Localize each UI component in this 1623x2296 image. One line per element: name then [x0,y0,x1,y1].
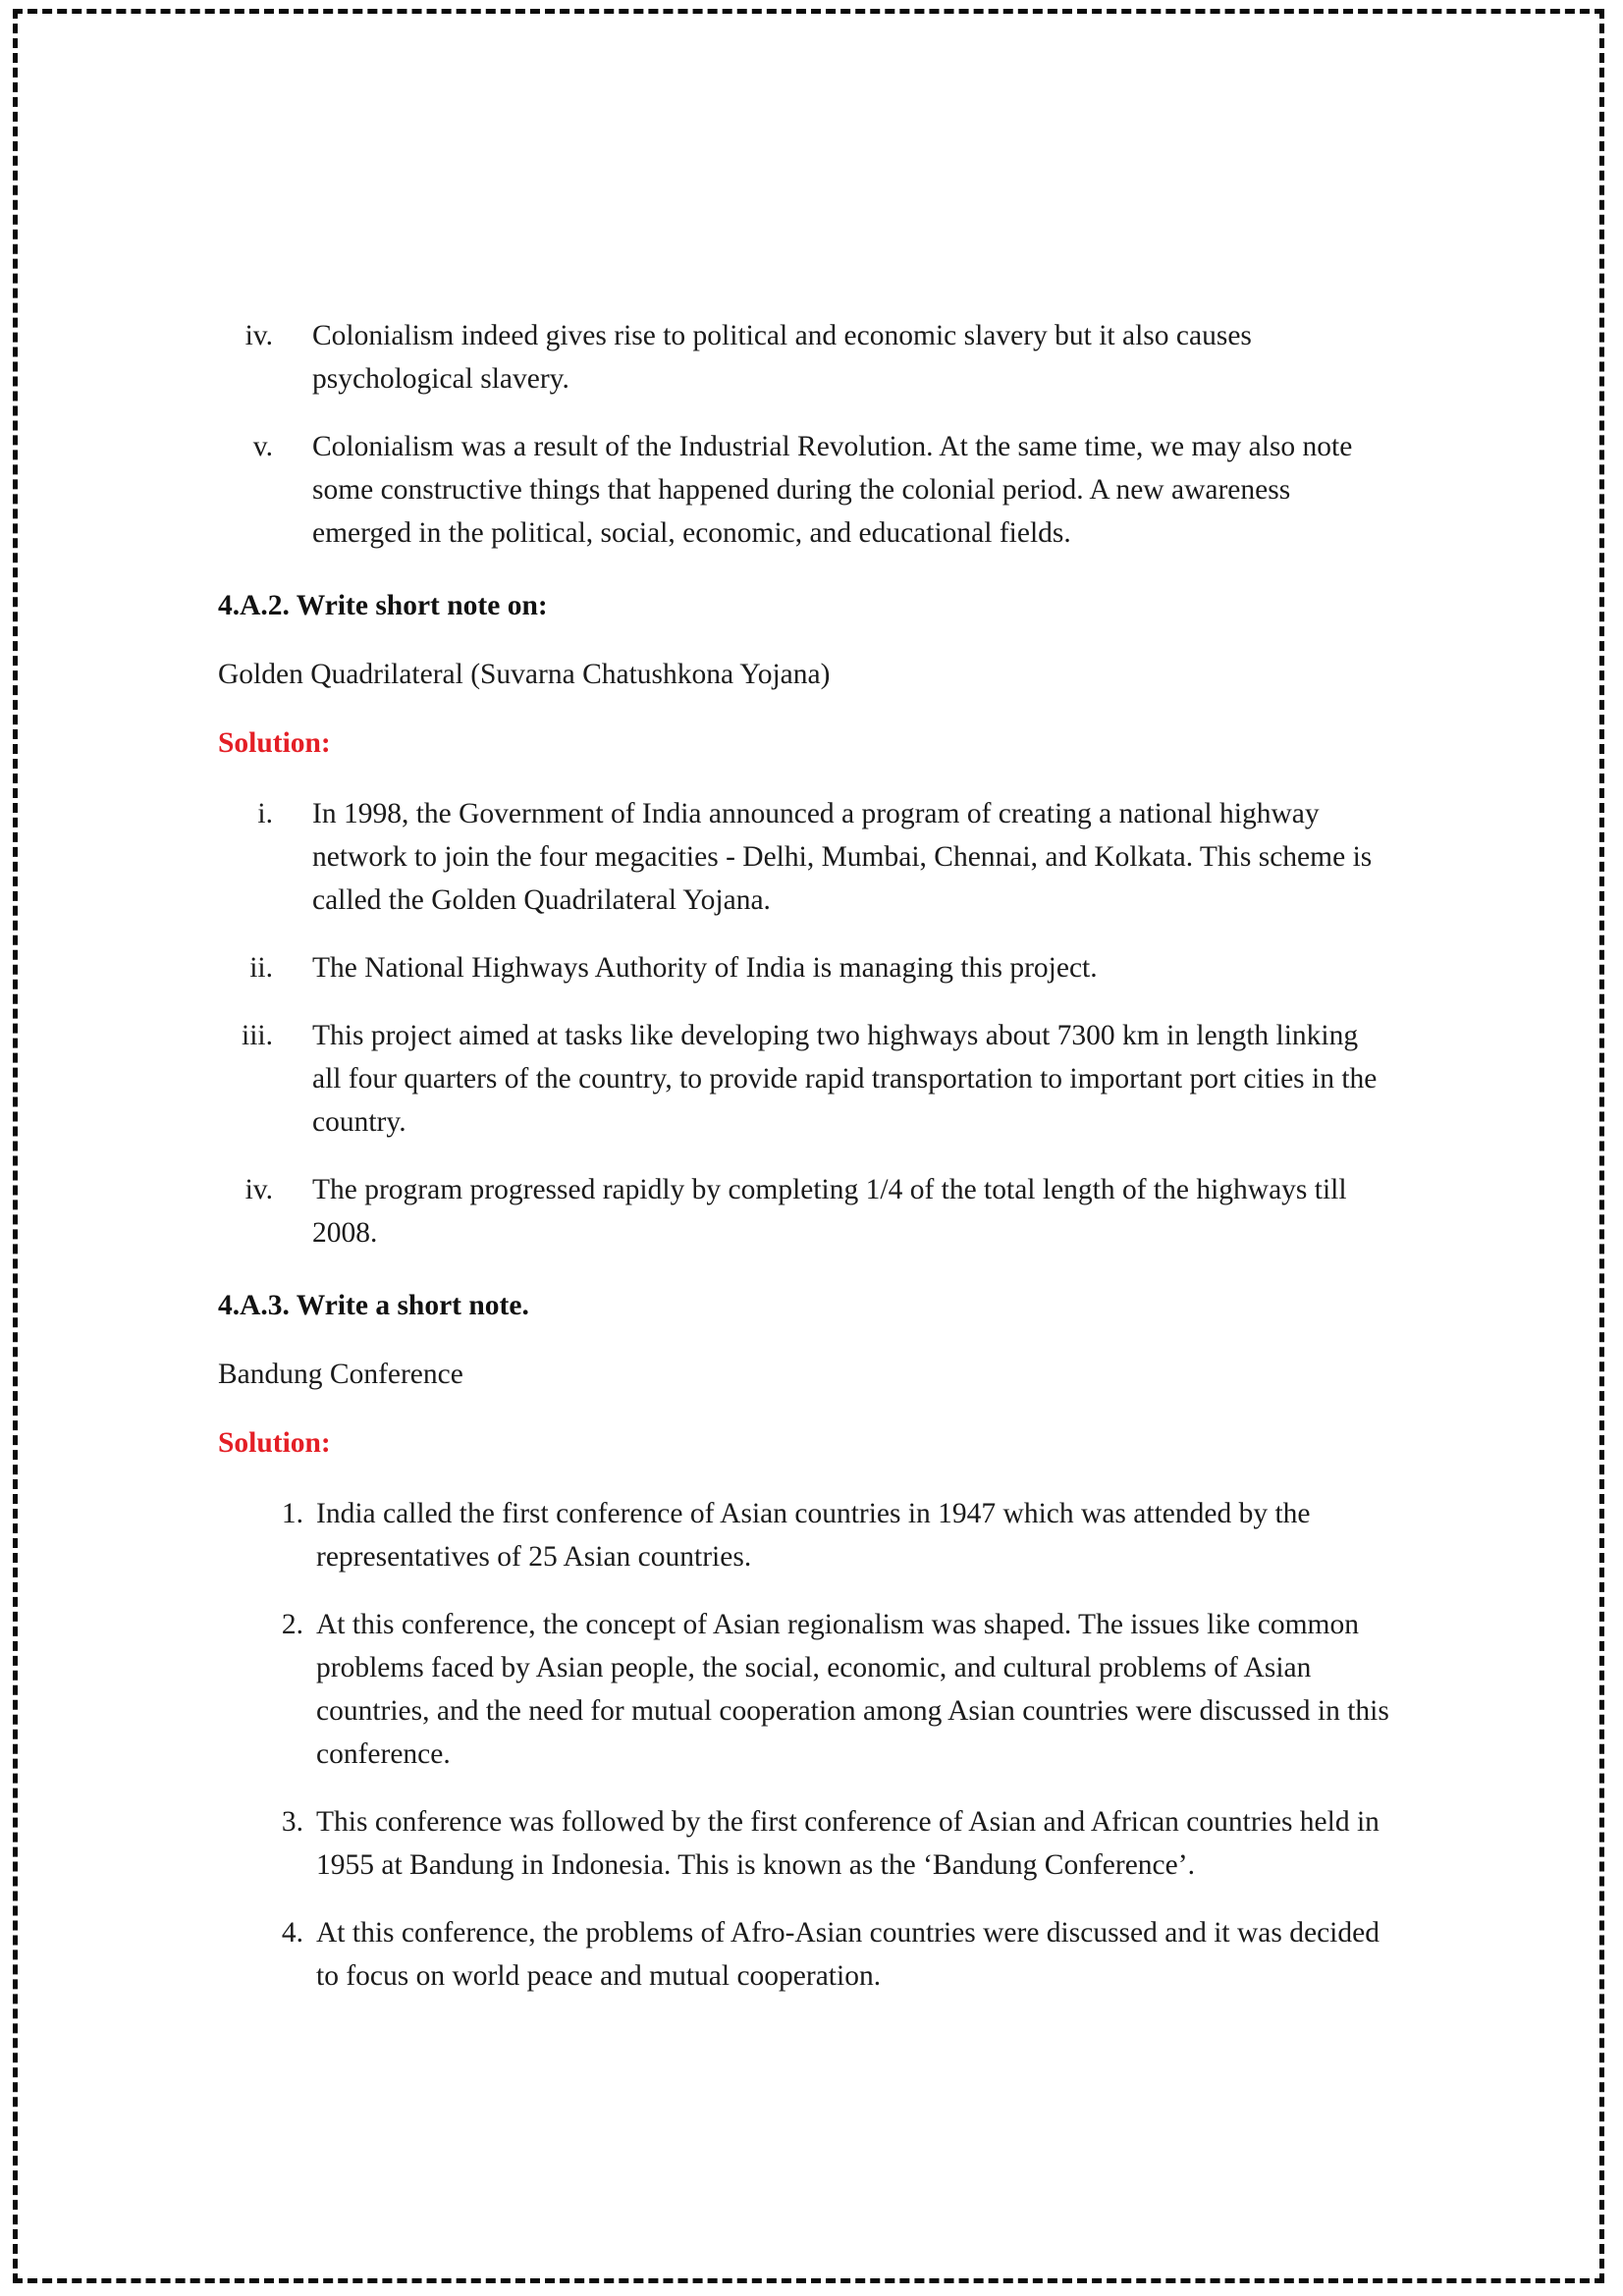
list-marker: 3. [281,1806,303,1838]
solution-roman-list-4a2 [218,792,1391,1255]
list-item-text: In 1998, the Government of India announced a program of creating a national highway network to join the four megacities - Delhi, Mumbai, Chennai, and Kolkata. This scheme is called the Golden Quadrilateral Yojana. [312,798,1373,916]
list-marker: iii. [242,1020,273,1051]
solution-numbered-list-4a3 [218,1492,1391,1998]
solution-label-4a3: Solution: [218,1427,331,1459]
list-item [274,1603,1391,1776]
list-item-text: India called the first conference of Asian countries in 1947 which was attended by the representatives of 25 Asian countries. [316,1498,1311,1573]
list-marker: 2. [281,1609,303,1640]
list-item [274,1492,1391,1578]
list-item-text: This conference was followed by the first conference of Asian and African countries held in 1955 at Bandung in Indonesia. This is known as the ‘Bandung Conference’. [316,1806,1380,1881]
section-heading-4a2: 4.A.2. Write short note on: [218,590,548,621]
list-marker: iv. [244,320,273,351]
list-marker: 4. [281,1917,303,1949]
list-marker: ii. [249,952,273,984]
list-item-text: Colonialism indeed gives rise to political and economic slavery but it also causes psychological slavery. [312,320,1252,395]
list-marker: 1. [281,1498,303,1529]
section-topic-4a3: Bandung Conference [218,1359,463,1390]
list-marker: v. [252,431,273,462]
list-item-text: This project aimed at tasks like developing two highways about 7300 km in length linking all four quarters of the country, to provide rapid transportation to important port cities in the country. [312,1020,1378,1138]
list-item [218,1014,1391,1144]
solution-label-4a2: Solution: [218,727,331,759]
list-item [274,1800,1391,1887]
list-item-text: At this conference, the problems of Afro-Asian countries were discussed and it was decided to focus on world peace and mutual cooperation. [316,1917,1380,1992]
list-item [218,792,1391,922]
section-topic-4a2: Golden Quadrilateral (Suvarna Chatushkona Yojana) [218,659,831,690]
list-item [274,1911,1391,1998]
list-item [218,314,1391,400]
list-marker: iv. [244,1174,273,1205]
list-item [218,946,1391,989]
list-marker: i. [257,798,273,829]
list-item [218,1168,1391,1255]
continued-roman-list [218,314,1391,555]
list-item-text: Colonialism was a result of the Industrial Revolution. At the same time, we may also note some constructive things that happened during the colonial period. A new awareness emerged in the political, social, economic, and educational fields. [312,431,1353,549]
list-item-text: The National Highways Authority of India is managing this project. [312,952,1098,984]
list-item-text: At this conference, the concept of Asian regionalism was shaped. The issues like common problems faced by Asian people, the social, economic, and cultural problems of Asian countries, and the need for mutual cooperation among Asian countries were discussed in this conference. [316,1609,1389,1770]
document-content [218,314,1391,2022]
list-item-text: The program progressed rapidly by completing 1/4 of the total length of the highways till 2008. [312,1174,1347,1249]
list-item [218,425,1391,555]
section-heading-4a3: 4.A.3. Write a short note. [218,1290,529,1321]
